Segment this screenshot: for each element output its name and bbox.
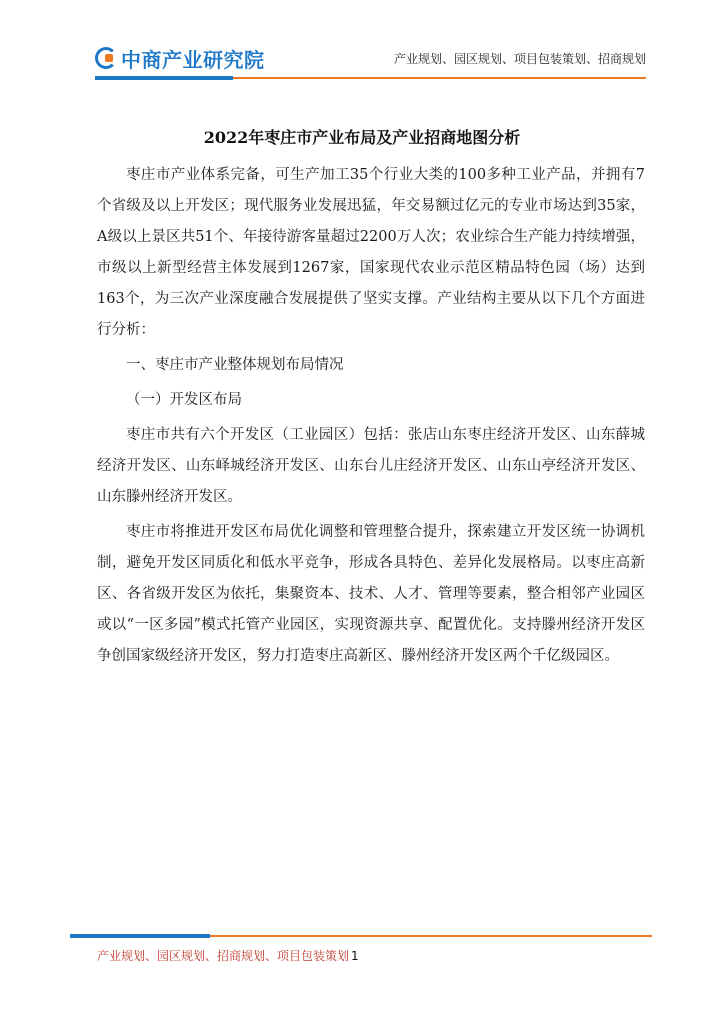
header-rule-orange	[233, 77, 646, 79]
document-title: 2022年枣庄市产业布局及产业招商地图分析	[203, 128, 521, 147]
logo-text: 中商产业研究院	[121, 47, 265, 72]
document-body	[97, 160, 645, 672]
logo	[95, 44, 265, 72]
intro-paragraph: 枣庄市产业体系完备，可生产加工35个行业大类的100多种工业产品，并拥有7个省级及以上开发区；现代服务业发展迅猛，年交易额过亿元的专业市场达到35家，A级以上景区共51个、年接待游客量超过2200万人次；农业综合生产能力持续增强，市级以上新型经营主体发展到1267家，国家现代农业示范区精品特色园（场）达到163个，为三次产业深度融合发展提供了坚实支撑。产业结构主要从以下几个方面进行分析：	[97, 167, 645, 338]
section-heading-1: 一、枣庄市产业整体规划布局情况	[126, 357, 344, 373]
footer-rule-blue	[70, 934, 210, 938]
logo-mark-icon	[95, 47, 117, 69]
zones-paragraph: 枣庄市共有六个开发区（工业园区）包括：张店山东枣庄经济开发区、山东薛城经济开发区、山东峄城经济开发区、山东台儿庄经济开发区、山东山亭经济开发区、山东滕州经济开发区。	[97, 427, 645, 505]
footer-rule-orange	[210, 935, 652, 937]
subsection-heading-1: （一）开发区布局	[126, 392, 242, 408]
plan-paragraph: 枣庄市将推进开发区布局优化调整和管理整合提升，探索建立开发区统一协调机制，避免开发区同质化和低水平竞争，形成各具特色、差异化发展格局。以枣庄高新区、各省级开发区为依托，集聚资本、技术、人才、管理等要素，整合相邻产业园区或以“一区多园”模式托管产业园区，实现资源共享、配置优化。支持滕州经济开发区争创国家级经济开发区，努力打造枣庄高新区、滕州经济开发区两个千亿级园区。	[97, 524, 645, 664]
footer-text: 产业规划、园区规划、招商规划、项目包装策划	[97, 949, 350, 963]
page-header	[0, 0, 724, 90]
header-tagline: 产业规划、园区规划、项目包装策划、招商规划	[393, 52, 646, 66]
page-footer	[97, 947, 359, 964]
page-number: 1	[351, 949, 359, 963]
header-rule-blue	[95, 76, 233, 80]
